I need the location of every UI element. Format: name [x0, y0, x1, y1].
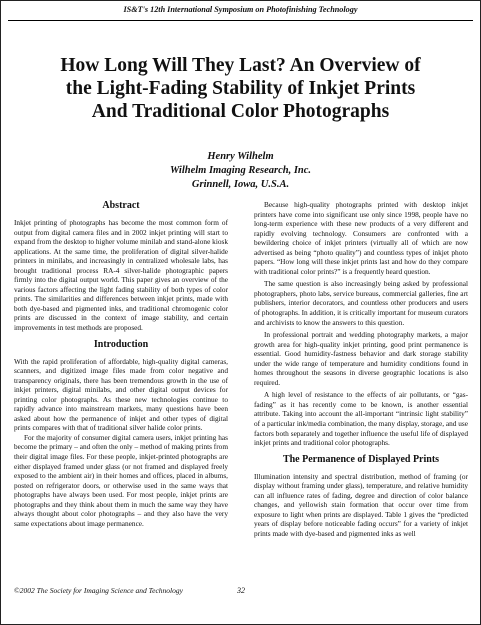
introduction-paragraph-1: With the rapid proliferation of affordable, high-quality digital cameras, scanners, and digitized image files made from color negative and transparency originals, there has been tremendous growth in the use of inkjet printers, digital minilabs, and other digital output devices for printing color photographs. As these new technologies continue to rapidly advance into mainstream markets, many questions have been asked about how the permanence of inkjet and other types of digital prints compares with that of traditional silver halide color prints. — [14, 356, 228, 433]
permanence-heading: The Permanence of Displayed Prints — [282, 453, 440, 465]
right-column — [254, 200, 468, 539]
introduction-heading: Introduction — [93, 338, 149, 350]
title-line-1: How Long Will They Last? An Overview of — [60, 55, 421, 76]
page-number: 32 — [237, 586, 245, 595]
body-paragraph-3: In professional portrait and wedding photography markets, a major growth area for high-quality inkjet printing, good print permanence is essential. Good humidity-fastness behavior and dark storage stability under the wide range of temperature and humidity conditions found in homes throughout the seasons in diverse geographic locations is also required. — [254, 330, 468, 387]
abstract-text: Inkjet printing of photographs has become the most common form of output from digital camera files and in 2002 inkjet printing will start to expand from the desktop to higher volume minilab and stand-alone kiosk applications. At the same time, the proliferation of digital silver-halide printers in minilabs, and increasingly in centralized wholesale labs, has brought traditional process RA-4 silver-halide photographic papers firmly into the digital output world. This paper gives an overview of the various factors affecting the light fading stability of both types of color prints. The similarities and differences between inkjet prints, made with both dye-based and pigmented inks, and traditional chromogenic color prints are discussed in the context of image stability, and certain improvements in test methods are proposed. — [14, 218, 228, 333]
body-paragraph-1: Because high-quality photographs printed with desktop inkjet printers have come into significant use only since 1998, people have no long-term experience with these new products of a very different and rapidly evolving technology. Consumers are confronted with a bewildering choice of inkjet printers (virtually all of which are now advertised as being “photo quality”) and countless types of inkjet photo papers. “How long will these inkjet prints last and how do they compare with traditional color prints?” is a frequently heard question. — [254, 200, 468, 276]
title-line-3: And Traditional Color Photographs — [91, 101, 390, 122]
body-paragraph-4: A high level of resistance to the effects of air pollutants, or “gas-fading” as it has recently come to be known, is another essential attribute. Taking into account the all-important “intrinsic light stability” of a particular ink/media combination, the many display, storage, and use factors both separately and together influence the useful life of displayed inkjet prints and traditional color photographs. — [254, 390, 468, 448]
body-paragraph-2: The same question is also increasingly being asked by professional photographers, photo labs, service bureaus, commercial galleries, fine art publishers, interior decorators, and countless other producers and users of photographs. In addition, it is critically important for museum curators and archivists to know the answers to this question. — [254, 279, 468, 327]
author-location: Grinnell, Iowa, U.S.A. — [191, 179, 290, 190]
paper-title — [14, 54, 467, 123]
left-column — [14, 200, 228, 528]
title-line-2: the Light-Fading Stability of Inkjet Prints — [65, 78, 416, 99]
running-head: IS&T's 12th International Symposium on Photofinishing Technology — [123, 5, 358, 14]
permanence-paragraph-1: Illumination intensity and spectral distribution, method of framing (or display without framing under glass), temperature, and relative humidity can all influence rates of fading, degree and direction of color balance changes, and yellowish stain formation that occur over time from exposure to light when prints are displayed. Table 1 gives the “predicted years of display before noticeable fading occurs” for a variety of inkjet prints made with dye-based and pigmented inks as well — [254, 471, 468, 538]
header-rule — [8, 20, 473, 21]
author-block — [0, 150, 481, 192]
copyright-footer: ©2002 The Society for Imaging Science and Technology — [14, 586, 183, 595]
author-name: Henry Wilhelm — [207, 151, 274, 162]
author-affiliation: Wilhelm Imaging Research, Inc. — [169, 165, 312, 176]
abstract-heading: Abstract — [102, 200, 140, 211]
introduction-paragraph-2: For the majority of consumer digital camera users, inkjet printing has become the primary – and often the only – method of making prints from their digital image files. For these people, inkjet-printed photographs are either displayed framed under glass (or not framed and displayed freely exposed to the ambient air) in their homes and offices, placed in albums, posted on refrigerator doors, or otherwise used in the same ways that photographs have always been used. For most people, inkjet prints are photographs and they think about them in much the same way they have always thought about color photographs – and they also have the very same expectations about image permanence. — [14, 432, 228, 528]
